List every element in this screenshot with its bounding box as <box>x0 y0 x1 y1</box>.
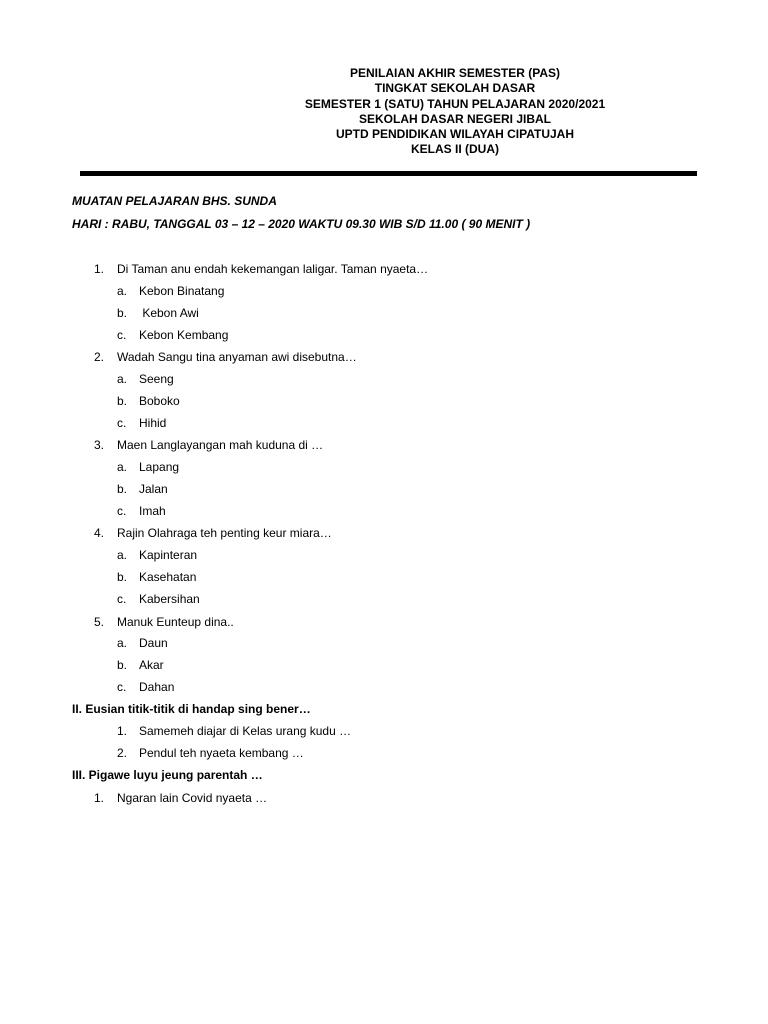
question-text: Maen Langlayangan mah kuduna di … <box>117 438 324 452</box>
schedule-line: HARI : RABU, TANGGAL 03 – 12 – 2020 WAKTU 09.30 WIB S/D 11.00 ( 90 MENIT ) <box>72 217 531 231</box>
option-text: Daun <box>139 636 168 650</box>
option-label: b. <box>117 394 128 408</box>
item-text: Pendul teh nyaeta kembang … <box>139 746 304 760</box>
option-text: Boboko <box>139 394 180 408</box>
option-text: Jalan <box>139 482 168 496</box>
option-label: b. <box>117 570 128 584</box>
document-header <box>290 66 620 158</box>
option-label: c. <box>117 680 127 694</box>
option-label: a. <box>117 372 128 386</box>
option-label: a. <box>117 284 128 298</box>
option-text: Hihid <box>139 416 167 430</box>
subject-line: MUATAN PELAJARAN BHS. SUNDA <box>72 194 277 208</box>
option-label: c. <box>117 592 127 606</box>
question-text: Wadah Sangu tina anyaman awi disebutna… <box>117 350 357 364</box>
question-text: Di Taman anu endah kekemangan laligar. Taman nyaeta… <box>117 262 429 276</box>
question-text: Rajin Olahraga teh penting keur miara… <box>117 526 332 540</box>
header-line: PENILAIAN AKHIR SEMESTER (PAS) <box>349 66 560 80</box>
header-line: UPTD PENDIDIKAN WILAYAH CIPATUJAH <box>335 127 575 142</box>
option-label: b. <box>117 306 128 320</box>
section-title: II. Eusian titik-titik di handap sing bener… <box>72 702 311 716</box>
header-line: SEKOLAH DASAR NEGERI JIBAL <box>358 111 552 126</box>
header-divider <box>80 171 697 176</box>
option-text: Seeng <box>139 372 174 386</box>
item-number: 2. <box>117 746 128 760</box>
option-text: Akar <box>139 658 164 672</box>
option-text: Kasehatan <box>139 570 197 584</box>
header-line: KELAS II (DUA) <box>411 142 499 157</box>
option-text: Kapinteran <box>139 548 198 562</box>
question-text: Manuk Eunteup dina.. <box>117 615 234 629</box>
option-label: a. <box>117 636 128 650</box>
option-label: a. <box>117 460 128 474</box>
option-text: Dahan <box>139 680 175 694</box>
option-text: Kebon Kembang <box>139 328 229 342</box>
question-number: 4. <box>94 526 105 540</box>
header-line: SEMESTER 1 (SATU) TAHUN PELAJARAN 2020/2021 <box>304 96 606 111</box>
item-text: Samemeh diajar di Kelas urang kudu … <box>139 724 352 738</box>
option-label: b. <box>117 482 128 496</box>
option-label: c. <box>117 504 127 518</box>
option-label: c. <box>117 328 127 342</box>
question-number: 5. <box>94 615 105 629</box>
question-number: 3. <box>94 438 105 452</box>
option-text: Kabersihan <box>139 592 200 606</box>
section-title: III. Pigawe luyu jeung parentah … <box>72 768 263 782</box>
item-text: Ngaran lain Covid nyaeta … <box>117 791 268 805</box>
option-text: Lapang <box>139 460 180 474</box>
option-label: c. <box>117 416 127 430</box>
header-line: TINGKAT SEKOLAH DASAR <box>374 81 536 96</box>
option-text: Kebon Binatang <box>139 284 225 298</box>
question-number: 2. <box>94 350 105 364</box>
option-text: Imah <box>139 504 166 518</box>
item-number: 1. <box>117 724 128 738</box>
question-number: 1. <box>94 262 105 276</box>
option-label: a. <box>117 548 128 562</box>
item-number: 1. <box>94 791 105 805</box>
option-text: Kebon Awi <box>139 306 199 320</box>
option-label: b. <box>117 658 128 672</box>
